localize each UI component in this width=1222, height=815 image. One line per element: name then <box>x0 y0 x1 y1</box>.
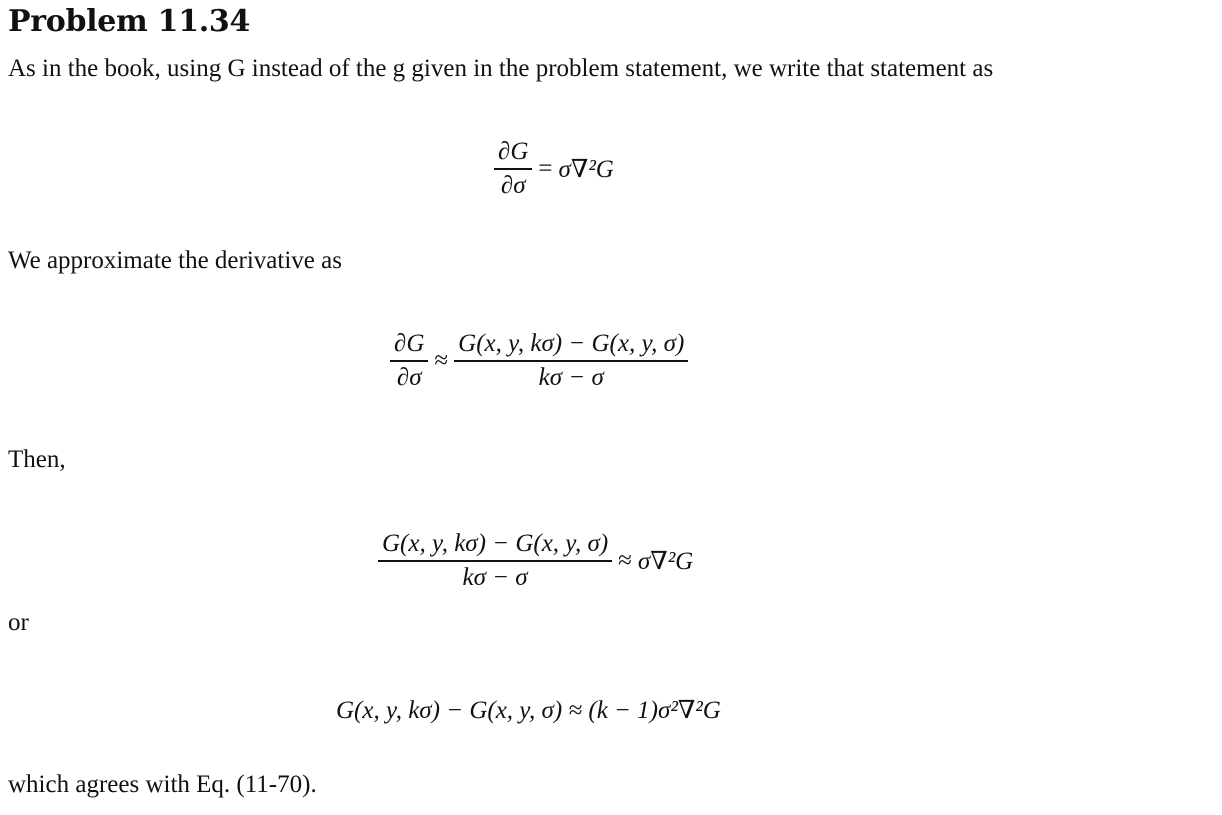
equation-2-derivative <box>390 330 428 392</box>
paragraph-conclusion: which agrees with Eq. (11-70). <box>8 771 317 798</box>
equation-2-difference-quotient <box>454 330 688 392</box>
equation-3-denominator: kσ − σ <box>462 564 528 591</box>
equation-1 <box>494 138 614 200</box>
equation-1-rhs: σ∇²G <box>558 156 614 183</box>
paragraph-then: Then, <box>8 446 66 473</box>
equation-2-denominator: ∂σ <box>396 364 422 391</box>
equation-3-difference-quotient <box>378 530 612 592</box>
page-title: Problem 11.34 <box>8 4 251 39</box>
equation-1-fraction <box>494 138 532 200</box>
equation-2-numerator: ∂G <box>394 330 425 357</box>
equation-2-relation: ≈ <box>434 347 449 374</box>
equation-3 <box>378 530 693 592</box>
equation-3-rhs: σ∇²G <box>637 548 694 575</box>
equation-3-relation: ≈ <box>618 547 632 574</box>
equation-1-denominator: ∂σ <box>500 172 526 199</box>
equation-1-relation: = <box>538 155 553 182</box>
equation-2 <box>390 330 688 392</box>
equation-2-quotient-numerator: G(x, y, kσ) − G(x, y, σ) <box>458 330 685 357</box>
equation-2-quotient-denominator: kσ − σ <box>538 364 604 391</box>
paragraph-approx: We approximate the derivative as <box>8 247 342 274</box>
equation-1-numerator: ∂G <box>498 138 529 165</box>
equation-3-numerator: G(x, y, kσ) − G(x, y, σ) <box>382 530 609 557</box>
equation-4: G(x, y, kσ) − G(x, y, σ) ≈ (k − 1)σ²∇²G <box>336 697 721 724</box>
paragraph-or: or <box>8 609 29 636</box>
paragraph-intro: As in the book, using G instead of the g given in the problem statement, we write that statement as <box>8 55 994 82</box>
